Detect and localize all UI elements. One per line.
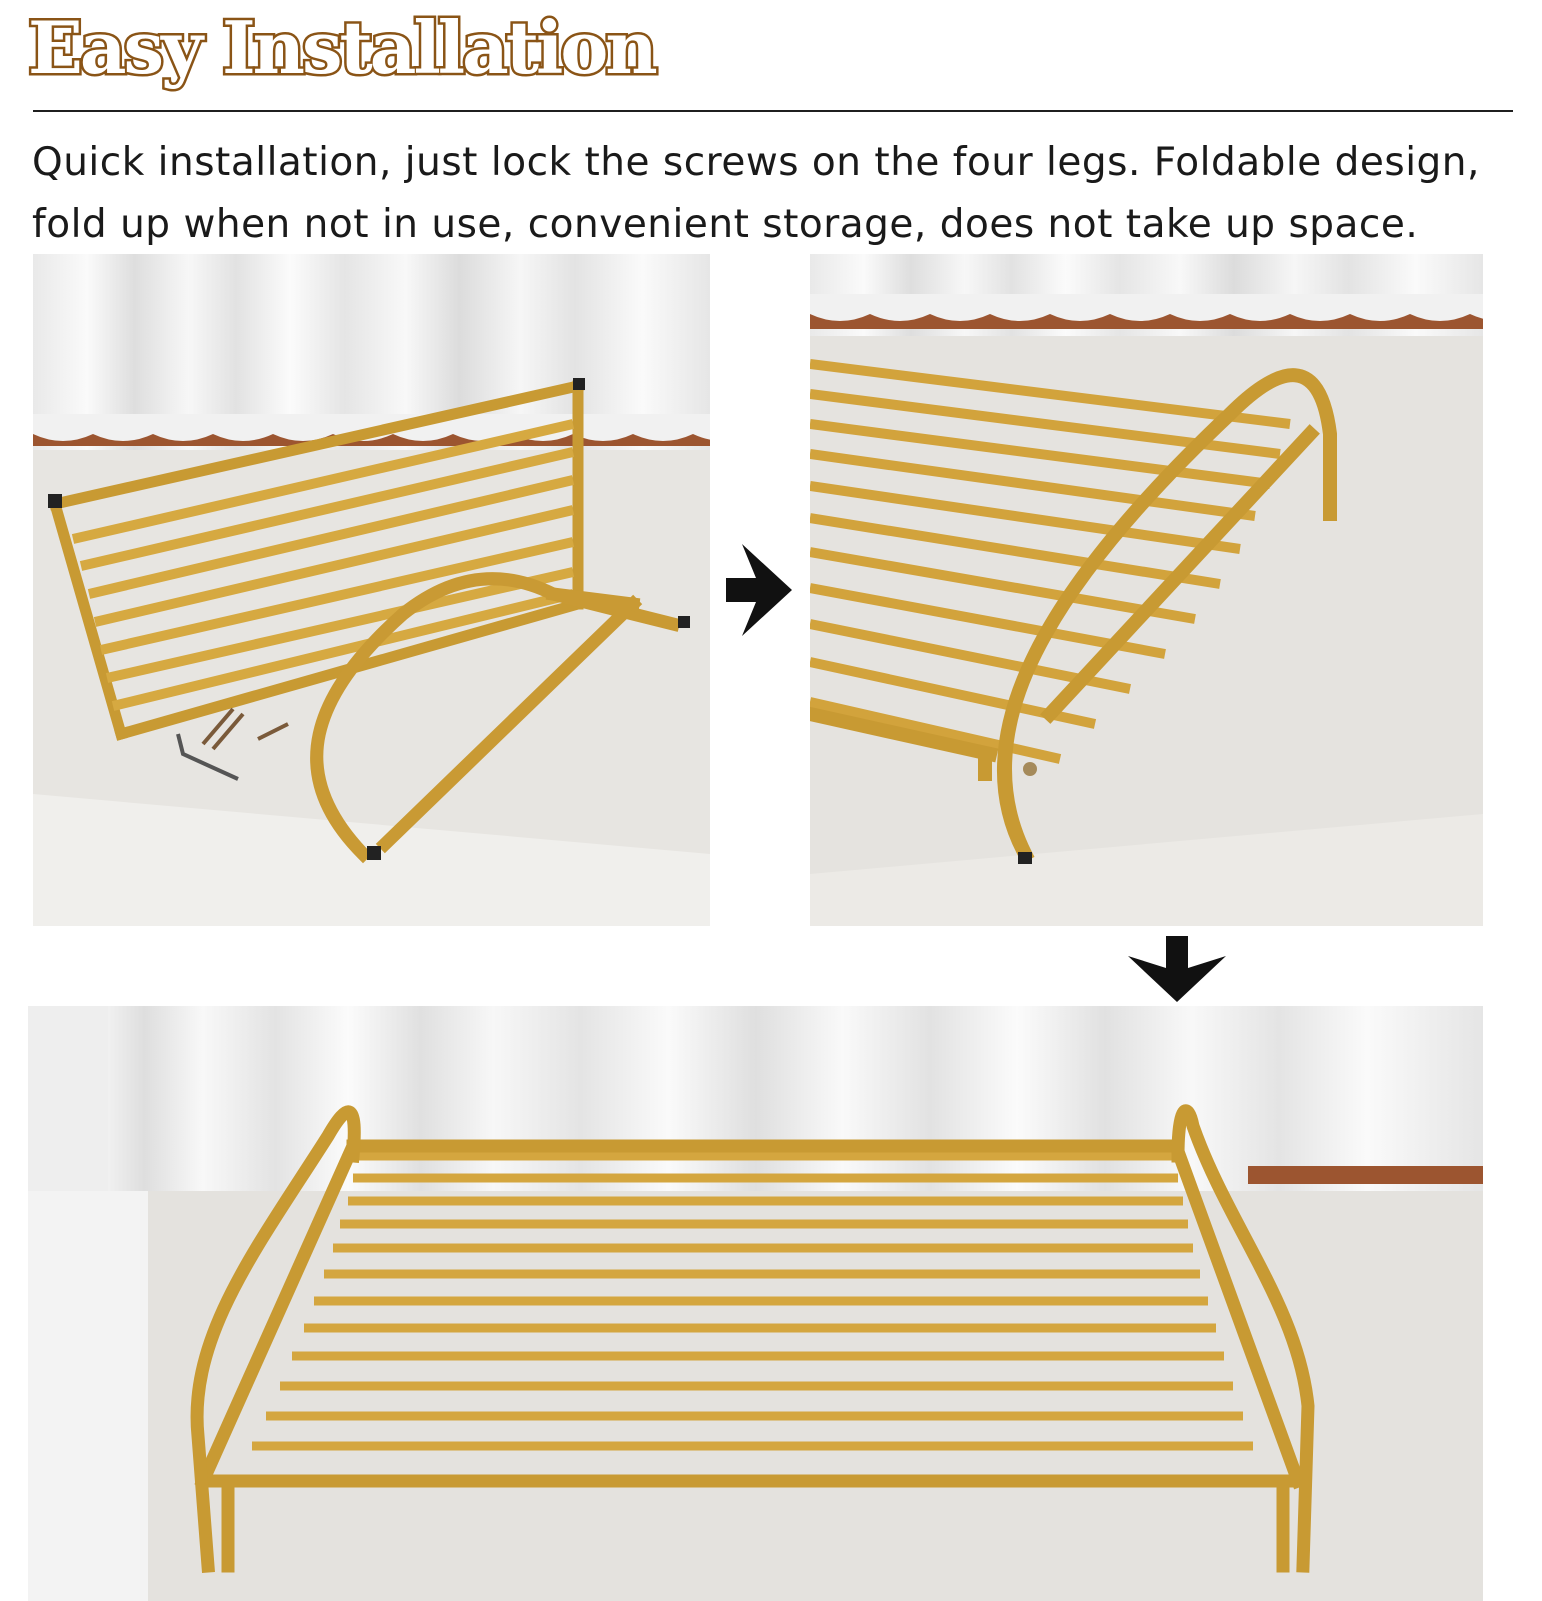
photo-fully-assembled [28,1006,1483,1601]
arrow-right-icon [722,540,794,640]
photo-partially-assembled [810,254,1483,926]
title-divider [33,110,1513,112]
description-text: Quick installation, just lock the screws on the four legs. Foldable design, fold up when not in use, convenient storage, does not take up space. [32,140,1480,247]
arrow-down-icon [1126,934,1228,1004]
photo-disassembled-parts [33,254,710,926]
page-title: Easy Installation [28,5,655,90]
